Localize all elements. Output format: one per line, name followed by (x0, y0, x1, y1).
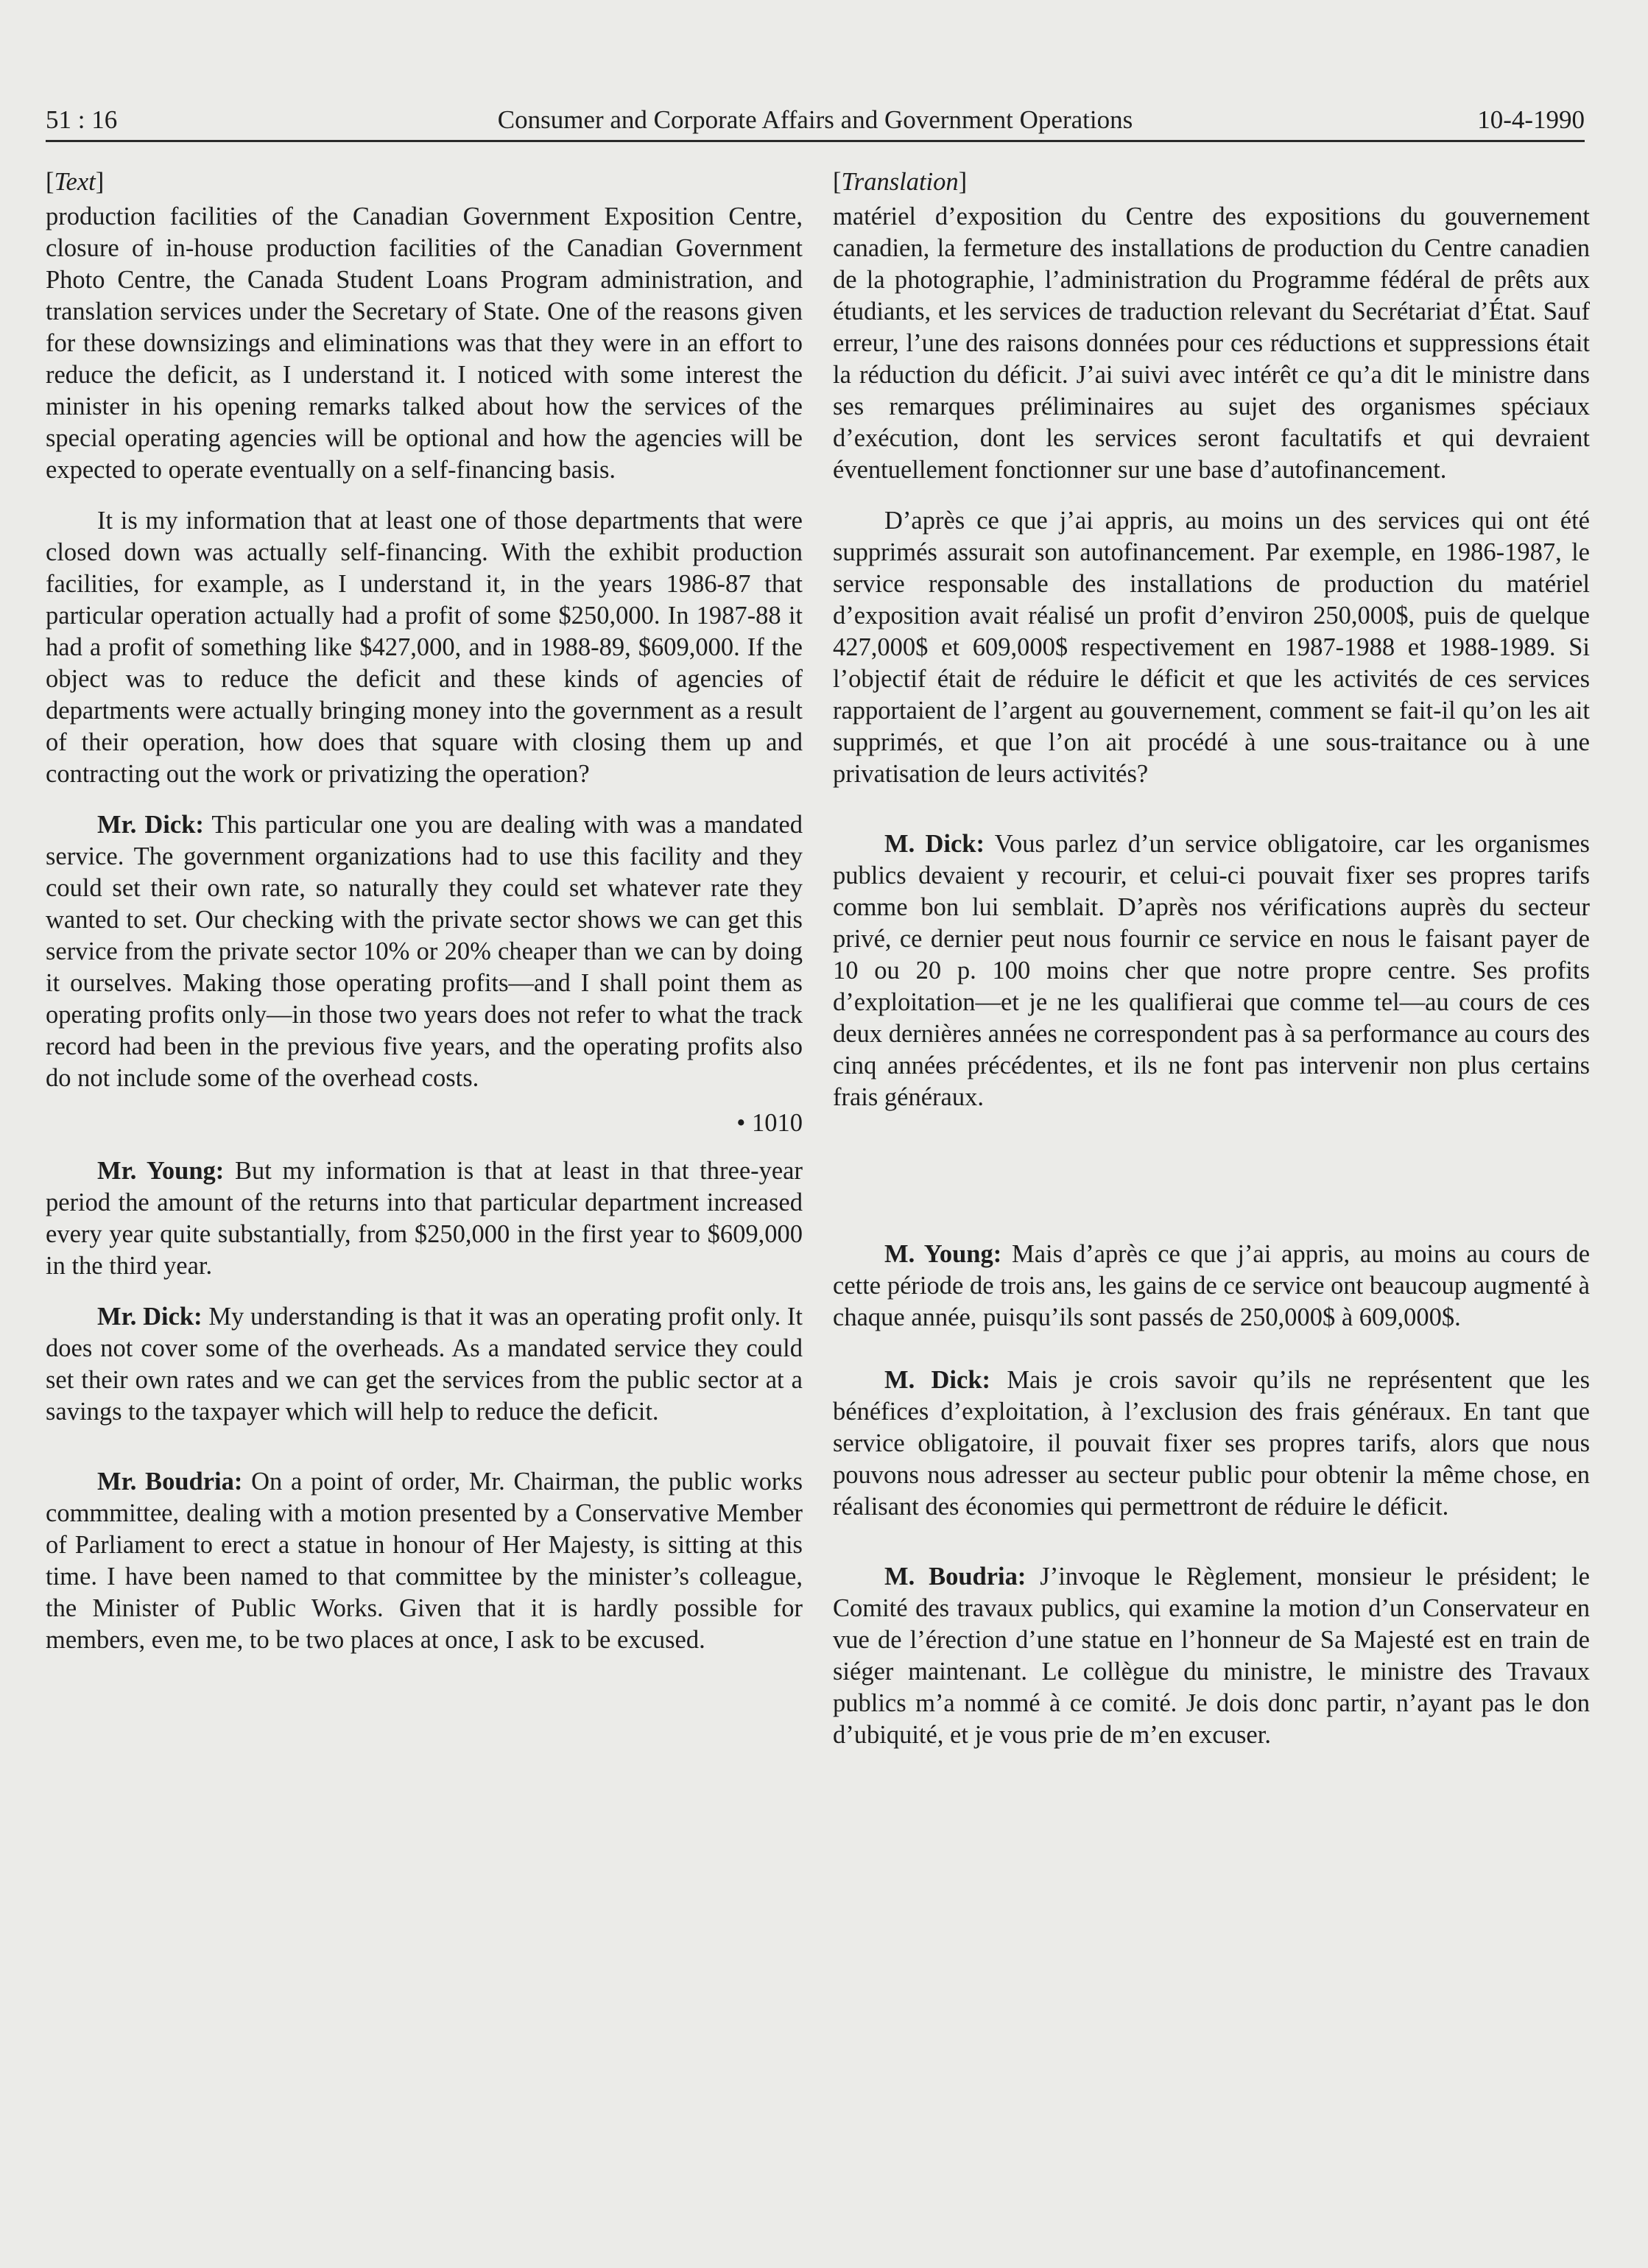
speech-paragraph: M. Dick: Mais je crois savoir qu’ils ne représentent que les bénéfices d’exploitation, à l’exclusion des frais généraux. En tant que service obligatoire, il pouvait fixer ses propres tarifs, alors que nous pouvons nous adresser au secteur public pour obtenir la même chose, en réalisant des économies qui permettront de réduire le déficit. (833, 1366, 1590, 1521)
speaker-name: Mr. Young: (97, 1157, 225, 1185)
page-number: 51 : 16 (46, 105, 118, 134)
page-header (46, 103, 1585, 142)
paragraph: production facilities of the Canadian Government Exposition Centre, closure of in-house production facilities of the Canadian Government Photo Centre, the Canada Student Loans Program administration, and translation services under the Secretary of State. One of the reasons given for these downsizings and eliminations was that they were in an effort to reduce the deficit, as I understand it. I noticed with some interest the minister in his opening remarks talked about how the services of the special operating agencies will be optional and how the agencies will be expected to operate eventually on a self-financing basis. (46, 202, 803, 484)
section-label-text: [Text] (46, 168, 105, 196)
speech-paragraph: Mr. Boudria: On a point of order, Mr. Chairman, the public works commmittee, dealing with a motion presented by a Conservative Member of Parliament to erect a statue in honour of Her Majesty, is sitting at this time. I have been named to that committee by the minister’s colleague, the Minister of Public Works. Given that it is hardly possible for members, even me, to be two places at once, I ask to be excused. (46, 1468, 803, 1654)
paragraph: D’après ce que j’ai appris, au moins un des services qui ont été supprimés assurait son autofinancement. Par exemple, en 1986-1987, le service responsable des installations de production du matériel d’exposition avait réalisé un profit d’environ 250,000$, puis de quelque 427,000$ et 609,000$ respectivement en 1987-1988 et 1988-1989. Si l’objectif était de réduire le déficit et que les activités de ces services rapportaient de l’argent au gouvernement, comment se fait-il qu’on les ait supprimés, et que l’on ait procédé à une sous-traitance ou à une privatisation de leurs activités? (833, 507, 1590, 788)
paragraph: It is my information that at least one of those departments that were closed down was actually self-financing. With the exhibit production facilities, for example, as I understand it, in the years 1986-87 that particular operation actually had a profit of some $250,000. In 1987-88 it had a profit of something like $427,000, and in 1988-89, $609,000. If the object was to reduce the deficit and these kinds of agencies of departments were actually bringing money into the government as a result of their operation, how does that square with closing them up and contracting out the work or privatizing the operation? (46, 507, 803, 788)
speaker-name: M. Young: (884, 1240, 1002, 1268)
speaker-name: M. Dick: (884, 830, 985, 858)
speech-paragraph: M. Young: Mais d’après ce que j’ai appris, au moins au cours de cette période de trois ans, les gains de ce service ont beaucoup augmenté à chaque année, puisqu’ils sont passés de 250,000$ à 609,000$. (833, 1240, 1591, 1331)
time-marker: • 1010 (736, 1109, 803, 1137)
speech-paragraph: Mr. Dick: This particular one you are dealing with was a mandated service. The government organizations had to use this facility and they could set their own rate, so naturally they could set whatever rate they wanted to set. Our checking with the private sector shows we can get this service from the private sector 10% or 20% cheaper than we can by doing it ourselves. Making those operating profits—and I shall point them as operating profits only—in those two years does not refer to what the track record had been in the previous five years, and the operating profits also do not include some of the overhead costs. (46, 811, 803, 1092)
french-column (833, 166, 1590, 1751)
speaker-name: Mr. Dick: (97, 811, 204, 839)
speaker-name: M. Boudria: (884, 1563, 1027, 1591)
speech-paragraph: M. Boudria: J’invoque le Règlement, monsieur le président; le Comité des travaux publics, qui examine la motion d’un Conservateur en vue de l’érection d’une statue en l’honneur de Sa Majesté est en train de siéger maintenant. Le collègue du ministre, le ministre des Travaux publics m’a nommé à ce comité. Je dois donc partir, n’ayant pas le don d’ubiquité, et je vous prie de m’en excuser. (833, 1563, 1590, 1749)
speech-paragraph: Mr. Young: But my information is that at least in that three-year period the amount of the returns into that particular department increased every year quite substantially, from $250,000 in the first year to $609,000 in the third year. (46, 1157, 803, 1280)
speaker-name: M. Dick: (884, 1366, 990, 1394)
speech-paragraph: M. Dick: Vous parlez d’un service obligatoire, car les organismes publics devaient y recourir, et celui-ci pouvait fixer ses propres tarifs comme bon lui semblait. D’après nos vérifications auprès du secteur privé, ce dernier peut nous fournir ce service en nous le faisant payer de 10 ou 20 p. 100 moins cher que notre propre centre. Ses profits d’exploitation—et je ne les qualifierai que comme tel—au cours de ces deux dernières années ne correspondent pas à sa performance au cours des cinq années précédentes, et ils ne font pas intervenir non plus certains frais généraux. (833, 830, 1590, 1111)
section-label-translation: [Translation] (833, 168, 968, 196)
page-date: 10-4-1990 (1477, 105, 1585, 134)
page-title: Consumer and Corporate Affairs and Government Operations (497, 105, 1133, 134)
english-column (46, 166, 803, 1656)
speech-paragraph: Mr. Dick: My understanding is that it was an operating profit only. It does not cover some of the overheads. As a mandated service they could set their own rates and we can get the services from the public sector at a savings to the taxpayer which will help to reduce the deficit. (46, 1303, 803, 1426)
speaker-name: Mr. Dick: (97, 1303, 203, 1331)
paragraph: matériel d’exposition du Centre des expositions du gouvernement canadien, la fermeture des installations de production du Centre canadien de la photographie, l’administration du Programme fédéral de prêts aux étudiants, et les services de traduction relevant du Secrétariat d’État. Sauf erreur, l’une des raisons données pour ces réductions et suppressions était la réduction du déficit. J’ai suivi avec intérêt ce qu’a dit le ministre dans ses remarques préliminaires au sujet des organismes spéciaux d’exécution, dont les services seront facultatifs et qui devraient éventuellement fonctionner sur une base d’autofinancement. (833, 202, 1590, 484)
speaker-name: Mr. Boudria: (97, 1468, 243, 1496)
